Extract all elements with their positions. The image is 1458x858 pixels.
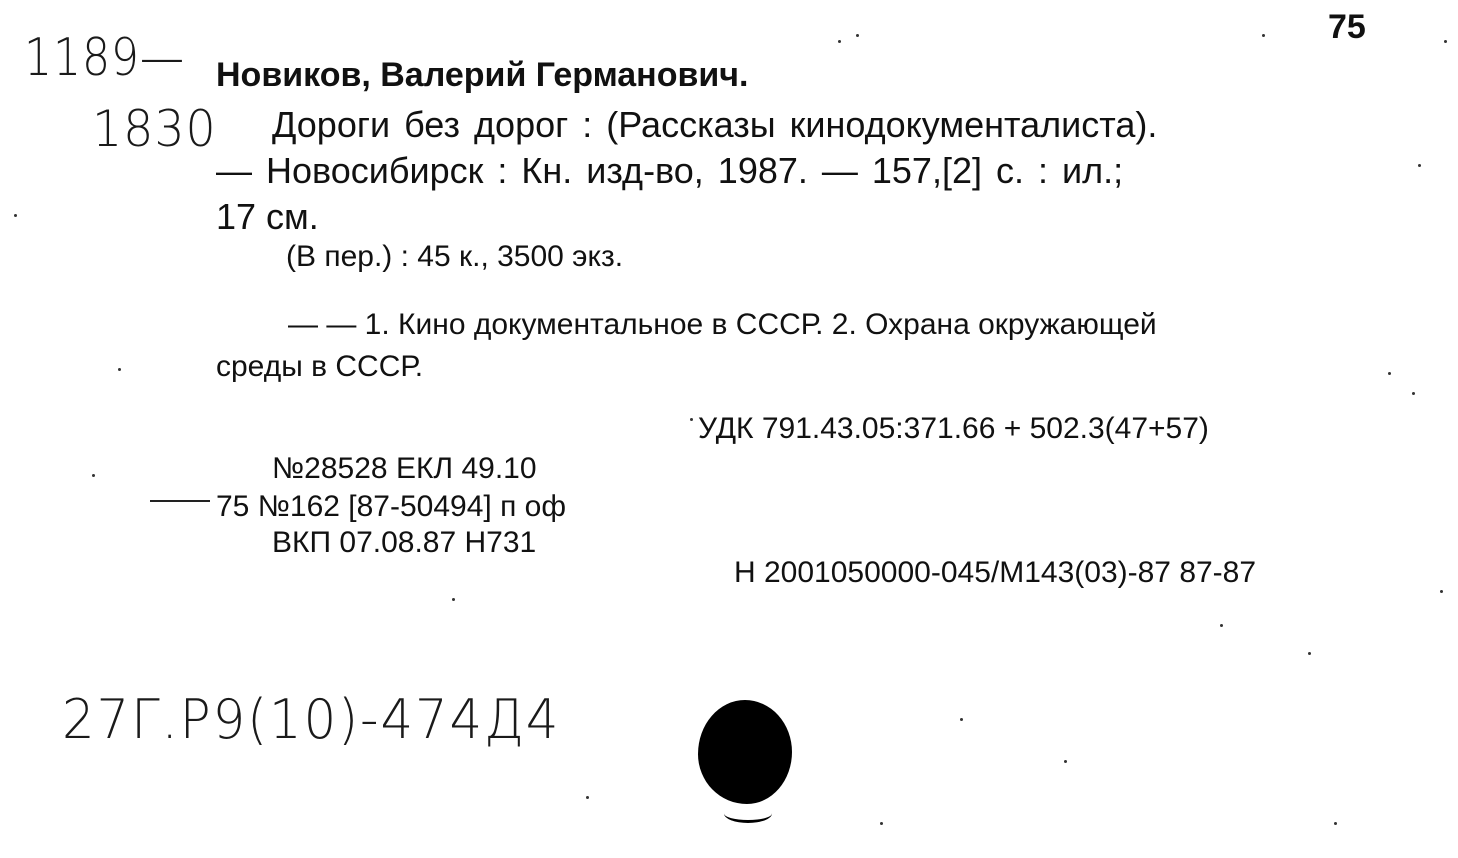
ink-blot: [698, 700, 792, 804]
scan-speck: [1064, 760, 1067, 763]
registry-line-1: №28528 ЕКЛ 49.10: [272, 452, 537, 485]
scan-speck: [960, 718, 963, 721]
ink-blot-tail: [724, 804, 772, 823]
title-line: Дороги без дорог : (Рассказы кинодокументалиста).: [272, 104, 1158, 145]
handwritten-shelf-mark: 27Г.Р9(10)-474Д4: [62, 688, 561, 751]
scan-speck: [880, 822, 883, 825]
scan-speck: [1334, 822, 1337, 825]
scan-speck: [452, 598, 455, 601]
registry-line-2: 75 №162 [87-50494] п оф: [216, 490, 567, 523]
scan-speck: [118, 368, 121, 371]
scan-speck: [14, 214, 17, 217]
size-line: 17 см.: [216, 196, 319, 237]
scan-speck: [586, 796, 589, 799]
handwritten-number-top: 1189—: [24, 28, 185, 88]
price-line: (В пер.) : 45 к., 3500 экз.: [286, 240, 624, 273]
publication-line: — Новосибирск : Кн. изд-во, 1987. — 157,[2] с. : ил.;: [216, 150, 1124, 191]
scan-speck: [1440, 590, 1443, 593]
subjects-line-2: среды в СССР.: [216, 350, 424, 383]
scan-speck: [1388, 372, 1391, 375]
subjects-line-1: — — 1. Кино документальное в СССР. 2. Охрана окружающей: [288, 308, 1157, 341]
author-heading: Новиков, Валерий Германович.: [216, 56, 749, 94]
handwritten-number-second: 1830: [92, 100, 217, 158]
page-number: 75: [1328, 8, 1366, 46]
isbn-line: Н 2001050000-045/М143(03)-87 87-87: [734, 556, 1257, 589]
scan-speck: [92, 474, 95, 477]
scan-speck: [1418, 164, 1421, 167]
scan-speck: [1308, 652, 1311, 655]
handwritten-dash: [150, 500, 210, 502]
scan-speck: [1262, 34, 1265, 37]
scan-speck: [856, 34, 859, 37]
scan-speck: [690, 418, 693, 421]
scan-speck: [838, 40, 841, 43]
scan-speck: [1220, 624, 1223, 627]
registry-line-3: ВКП 07.08.87 Н731: [272, 526, 537, 559]
scan-speck: [1412, 392, 1415, 395]
scan-speck: [1444, 40, 1447, 43]
udk-classification: УДК 791.43.05:371.66 + 502.3(47+57): [698, 412, 1209, 445]
